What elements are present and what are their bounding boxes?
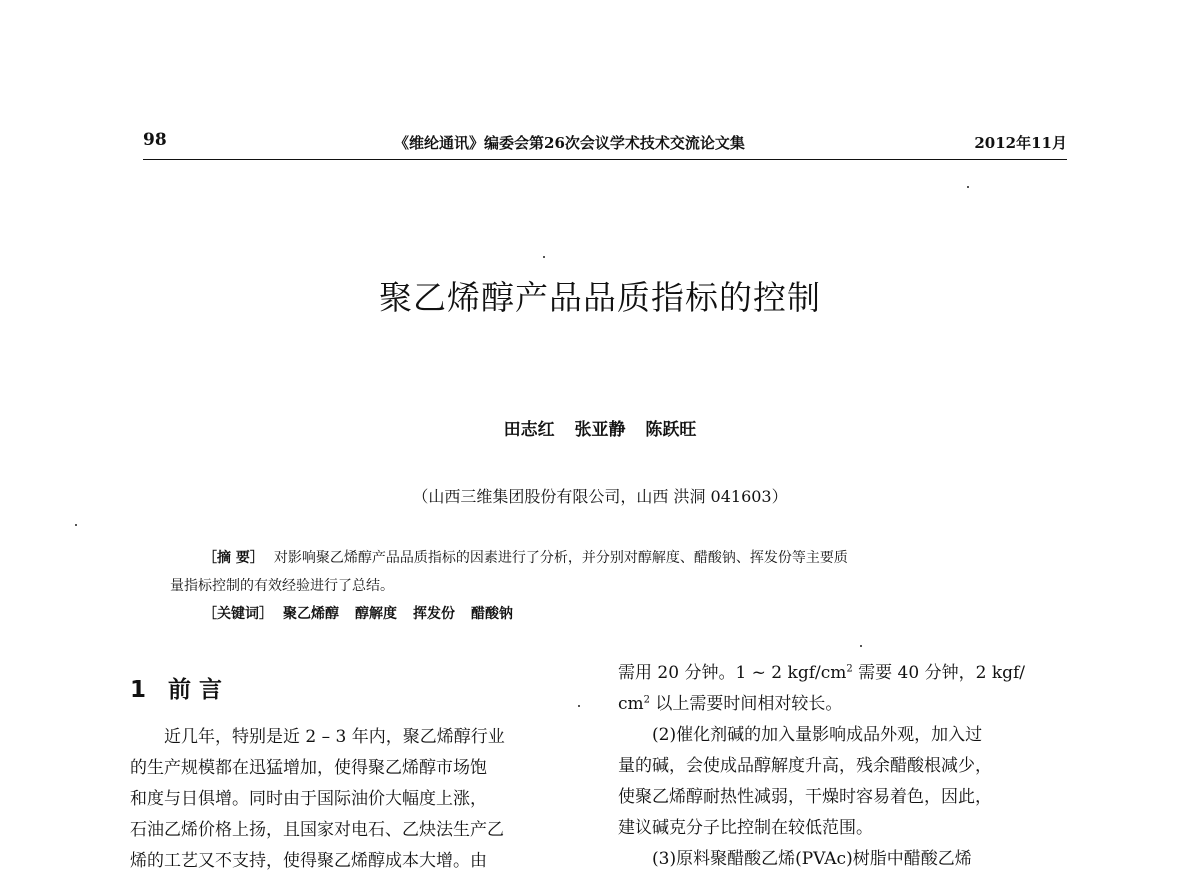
- body-line: 烯的工艺又不支持，使得聚乙烯醇成本大增。由: [130, 851, 487, 871]
- body-line: [618, 689, 1073, 720]
- body-line: 石油乙烯价格上扬，且国家对电石、乙炔法生产乙: [130, 820, 504, 840]
- body-text: cm: [618, 694, 644, 714]
- left-column: [130, 672, 585, 877]
- article-title: 聚乙烯醇产品品质指标的控制: [379, 278, 821, 317]
- section-title: 前 言: [168, 677, 223, 703]
- header-rule: [143, 159, 1067, 160]
- abstract-line-1: [170, 544, 1050, 572]
- author-list: 田志红 张亚静 陈跃旺: [503, 420, 697, 440]
- body-line: 近几年，特别是近 2 – 3 年内，聚乙烯醇行业: [164, 727, 505, 747]
- keywords-line: [170, 600, 1050, 628]
- abstract-text-2: 量指标控制的有效经验进行了总结。: [170, 578, 394, 594]
- body-text: 需要 40 分钟，2 kgf/: [852, 663, 1026, 683]
- body-line: 的生产规模都在迅猛增加，使得聚乙烯醇市场饱: [130, 758, 487, 778]
- body-line: [618, 658, 1073, 689]
- abstract-block: [170, 544, 1050, 628]
- right-column: [618, 658, 1073, 875]
- body-line: (2)催化剂碱的加入量影响成品外观，加入过: [652, 725, 983, 745]
- section-heading: [130, 672, 585, 708]
- keyword: 挥发份: [413, 606, 455, 622]
- scan-speck: [543, 256, 545, 258]
- scan-speck: [967, 186, 969, 188]
- page-number: 98: [143, 130, 167, 150]
- running-header: [143, 130, 1067, 156]
- abstract-label: ［摘 要］: [203, 550, 264, 566]
- body-line: 建议碱克分子比控制在较低范围。: [618, 818, 873, 838]
- keyword: 醋酸钠: [471, 606, 513, 622]
- body-line: 和度与日俱增。同时由于国际油价大幅度上涨，: [130, 789, 487, 809]
- superscript: 2: [643, 694, 651, 706]
- scan-speck: [860, 645, 862, 647]
- abstract-text-1: 对影响聚乙烯醇产品品质指标的因素进行了分析，并分别对醇解度、醋酸钠、挥发份等主要质: [273, 550, 848, 566]
- body-text: 需用 20 分钟。1 ~ 2 kgf/cm: [618, 663, 847, 683]
- keyword: 聚乙烯醇: [283, 606, 339, 622]
- body-line: (3)原料聚醋酸乙烯(PVAc)树脂中醋酸乙烯: [652, 849, 972, 869]
- journal-series-title: 《维纶通讯》编委会第26次会议学术技术交流论文集: [394, 134, 745, 152]
- body-line: 量的碱，会使成品醇解度升高，残余醋酸根减少，: [618, 756, 992, 776]
- section-number: 1: [130, 677, 147, 703]
- keyword: 醇解度: [355, 606, 397, 622]
- body-text: 以上需要时间相对较长。: [650, 694, 843, 714]
- body-line: 使聚乙烯醇耐热性减弱，干燥时容易着色，因此，: [618, 787, 992, 807]
- publication-date: 2012年11月: [974, 134, 1067, 152]
- scan-speck: [75, 524, 77, 526]
- author-affiliation: （山西三维集团股份有限公司，山西 洪洞 041603）: [412, 487, 788, 506]
- abstract-line-2: [170, 572, 1050, 600]
- superscript: 2: [846, 663, 853, 675]
- keywords-label: ［关键词］: [203, 606, 273, 622]
